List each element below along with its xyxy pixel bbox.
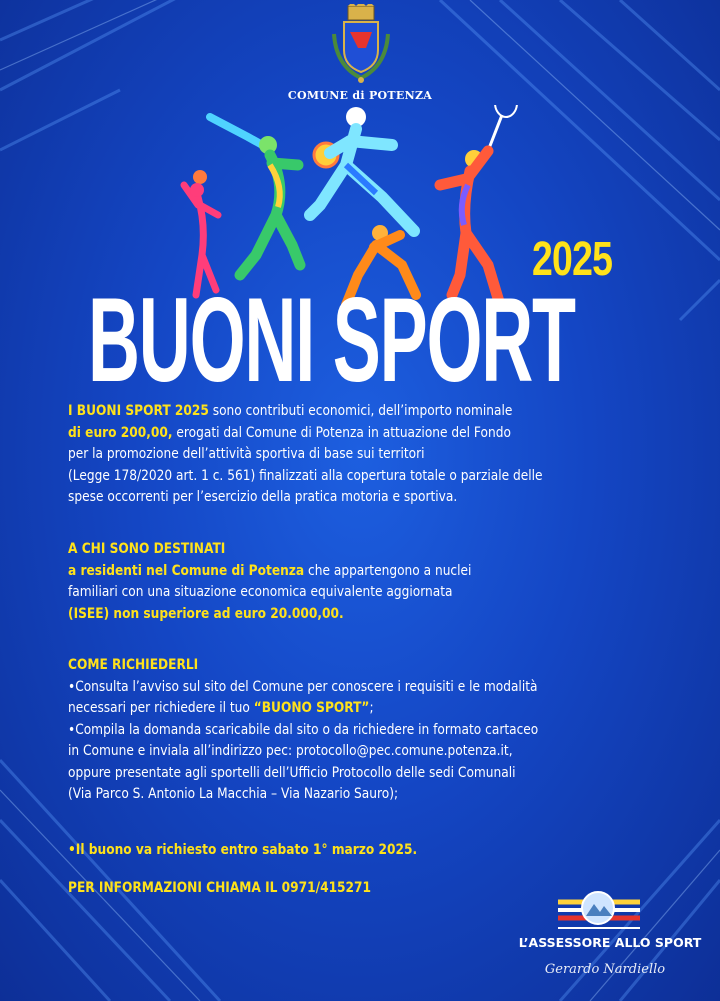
info-phone-text: PER INFORMAZIONI CHIAMA IL 0971/415271 [68,880,372,896]
howto-section [68,655,688,806]
howto-line-2: necessari per richiedere il tuo [68,700,254,716]
intro-line-1: sono contributi economici, dell’importo nominale [208,403,513,419]
intro-line-4: (Legge 178/2020 art. 1 c. 561) finalizzati alla copertura totale o parziale delle [68,467,543,484]
deadline-text: •Il buono va richiesto entro sabato 1° marzo 2025. [68,842,418,858]
year-label: 2025 [532,233,613,286]
amount-highlight: di euro 200,00, [68,424,173,441]
howto-line-2-end: ; [369,700,374,716]
city-crest-icon [330,4,392,86]
recipients-line-2: familiari con una situazione economica equivalente aggiornata [68,584,453,600]
howto-heading: COME RICHIEDERLI [68,657,199,673]
deadline-section [68,840,688,862]
sport-department-logo-icon [558,886,640,938]
intro-line-5: spese occorrenti per l’esercizio della pratica motoria e sportiva. [68,489,458,505]
isee-highlight: (ISEE) non superiore ad euro 20.000,00. [68,605,344,622]
poster-title: BUONI SPORT [88,273,575,407]
intro-line-3: per la promozione dell’attività sportiva di base sui territori [68,446,425,462]
recipients-line-1: che appartengono a nuclei [304,562,472,579]
intro-highlight: I BUONI SPORT 2025 [68,403,209,419]
recipients-heading: A CHI SONO DESTINATI [68,541,226,557]
assessor-signature: Gerardo Nardiello [544,962,666,977]
assessor-title: L’ASSESSORE ALLO SPORT [518,935,702,950]
howto-line-3: •Compila la domanda scaricabile dal sito o da richiedere in formato cartaceo [68,721,539,738]
howto-line-6: (Via Parco S. Antonio La Macchia – Via Nazario Sauro); [68,786,399,802]
recipients-section [68,539,688,625]
howto-line-5: oppure presentate agli sportelli dell’Ufficio Protocollo delle sedi Comunali [68,764,516,781]
howto-line-4: in Comune e inviala all’indirizzo pec: protocollo@pec.comune.potenza.it, [68,743,513,759]
buono-sport-highlight: “BUONO SPORT” [253,700,370,716]
city-name: COMUNE di POTENZA [287,89,433,102]
intro-line-2: erogati dal Comune di Potenza in attuazione del Fondo [172,424,511,441]
howto-line-1: •Consulta l’avviso sul sito del Comune per conoscere i requisiti e le modalità [68,678,538,695]
residents-highlight: a residenti nel Comune di Potenza [68,562,305,579]
intro-paragraph [68,401,688,509]
